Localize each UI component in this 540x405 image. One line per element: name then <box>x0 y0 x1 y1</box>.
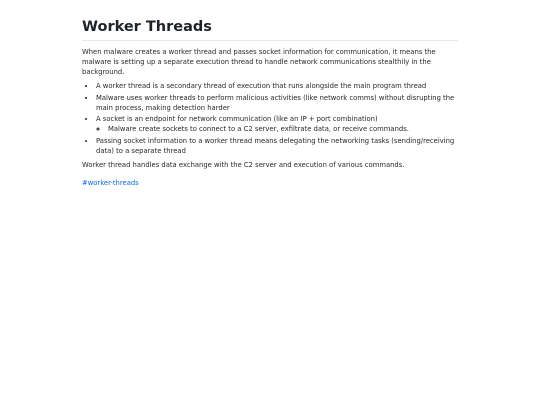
page-title: Worker Threads <box>82 18 458 41</box>
sub-bullet-list <box>96 124 458 134</box>
summary-paragraph: Worker thread handles data exchange with the C2 server and execution of various commands. <box>82 160 405 169</box>
list-item: • A worker thread is a secondary thread of execution that runs alongside the main program thread <box>96 81 458 91</box>
bullet-list <box>82 81 458 156</box>
intro-paragraph: When malware creates a worker thread and passes socket information for communication, it means the malware is setting up a separate execution thread to handle network communications stealthily in the background. <box>82 48 436 77</box>
sub-list-item: ◦ Malware create sockets to connect to a C2 server, exfiltrate data, or receive commands. <box>108 124 458 134</box>
list-item: • Malware uses worker threads to perform malicious activities (like network comms) without disrupting the main process, making detection harder <box>96 93 458 113</box>
list-item <box>96 114 458 134</box>
tag-link[interactable]: #worker-threads <box>82 178 139 187</box>
list-item: • Passing socket information to a worker thread means delegating the networking tasks (sending/receiving data) to a separate thread <box>96 136 458 156</box>
document-page <box>82 18 458 189</box>
list-item-text: A socket is an endpoint for network communication (like an IP + port combination) <box>96 115 378 124</box>
